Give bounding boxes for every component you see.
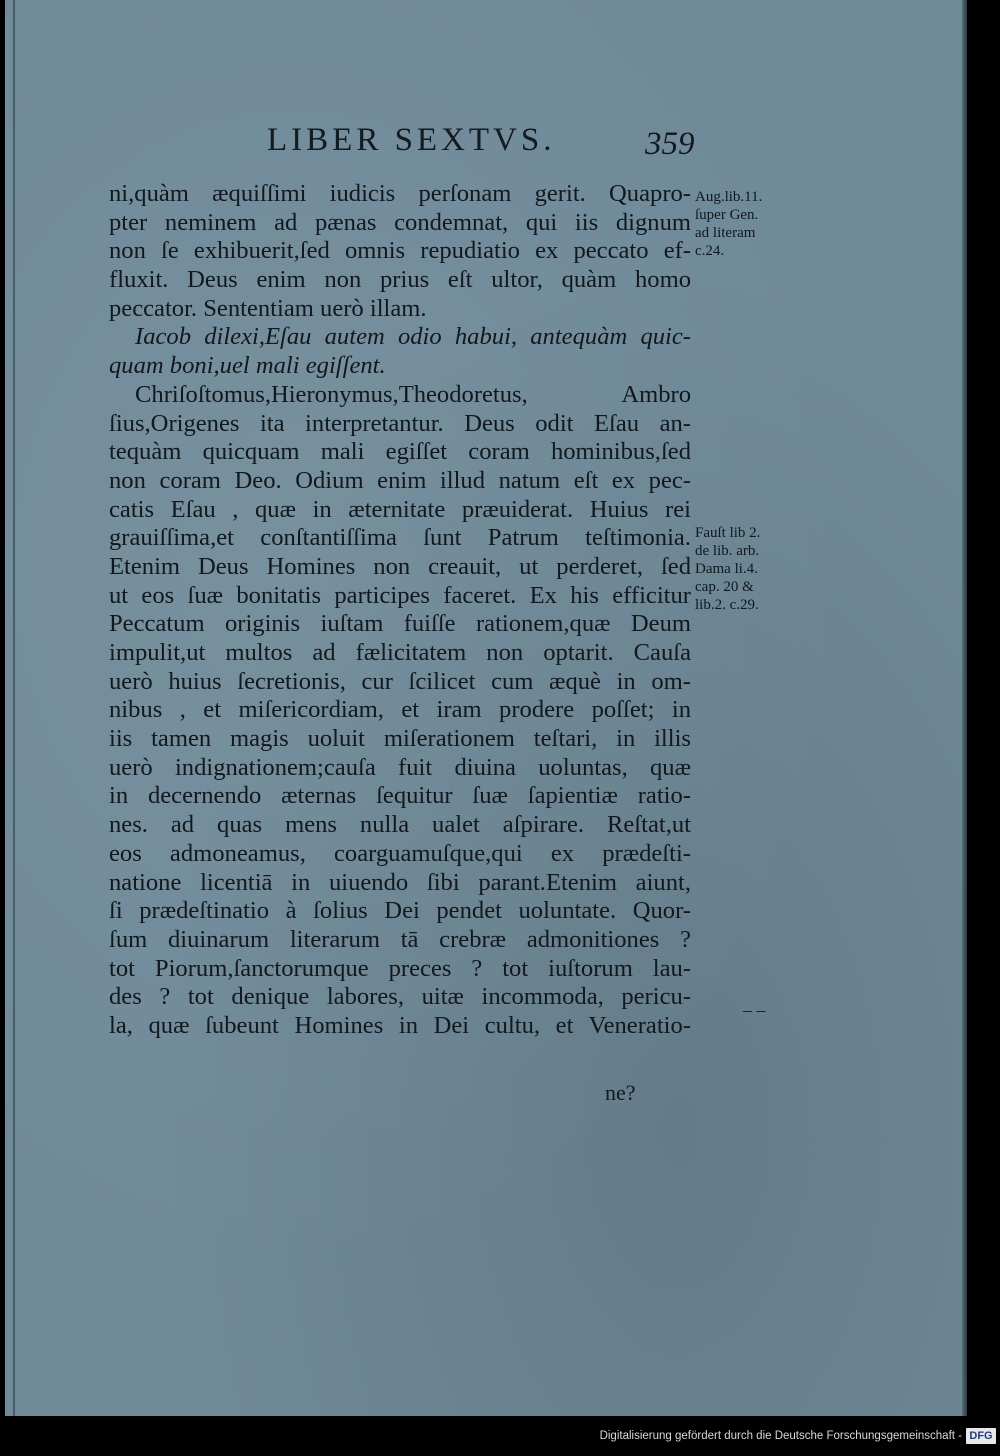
text-line: nibus , et miſericordiam, et iram prodere poſſet; in [109, 696, 691, 724]
margin-note-line: Aug.lib.11. [695, 189, 763, 205]
margin-note-line: de lib. arb. [695, 543, 760, 559]
text-line: non ſe exhibuerit,ſed omnis repudiatio ex peccato ef- [109, 237, 691, 265]
margin-note-line: Fauſt lib 2. [695, 525, 761, 541]
text-line: grauiſſima,et conſtantiſſima ſunt Patrum teſtimonia. [109, 524, 691, 552]
text-line: uerò indignationem;cauſa fuit diuina uoluntas, quæ [109, 753, 691, 781]
margin-note-faustus [695, 524, 805, 614]
text-line: iis tamen magis uoluit miſerationem teſtari, in illis [109, 725, 691, 753]
quotation-line: quam boni,uel mali egiſſent. [109, 352, 386, 380]
text-line: nes. ad quas mens nulla ualet aſpirare. Reſtat,ut [109, 811, 691, 839]
text-line: tot Piorum,ſanctorumque preces ? tot iuſtorum lau- [109, 954, 691, 982]
text-line: tequàm quicquam mali egiſſet coram hominibus,ſed [109, 438, 691, 466]
margin-note-line: c.24. [695, 243, 725, 259]
book-page [5, 0, 967, 1416]
text-line: peccator. Sententiam uerò illam. [109, 294, 427, 322]
text-line: ut eos ſuæ bonitatis participes faceret. Ex his efficitur [109, 581, 691, 609]
text-line: natione licentiā in uiuendo ſibi parant.Etenim aiunt, [109, 868, 691, 896]
body-text [109, 180, 691, 1041]
text-line: Chriſoſtomus,Hieronymus,Theodoretus, Ambro [135, 380, 691, 408]
text-line: ſi prædeſtinatio à ſolius Dei pendet uoluntate. Quor- [109, 897, 691, 925]
text-line: fluxit. Deus enim non prius eſt ultor, quàm homo [109, 266, 691, 294]
text-line: catis Eſau , quæ in æternitate præuiderat. Huius rei [109, 495, 691, 523]
text-line: impulit,ut multos ad fælicitatem non optarit. Cauſa [109, 639, 691, 666]
text-line: ſum diuinarum literarum tā crebræ admonitiones ? [109, 925, 691, 953]
margin-note-augustine [695, 188, 805, 260]
text-line: ſius,Origenes ita interpretantur. Deus odit Eſau an- [109, 409, 691, 437]
text-line: Peccatum originis iuſtam fuiſſe rationem,quæ Deum [109, 610, 691, 638]
funding-credit: Digitalisierung gefördert durch die Deutsche Forschungsgemeinschaft - [599, 1430, 962, 1442]
text-line: non coram Deo. Odium enim illud natum eſt ex pec- [109, 466, 691, 494]
text-line: Etenim Deus Homines non creauit, ut perderet, ſed [109, 552, 691, 580]
page-edge [962, 0, 967, 1416]
gutter-shadow [13, 0, 15, 1416]
margin-note-line: Dama li.4. [695, 561, 758, 577]
margin-note-line: cap. 20 & [695, 579, 754, 595]
text-line: ni,quàm æquiſſimi iudicis perſonam gerit. Quapro- [109, 180, 691, 207]
running-head: LIBER SEXTVS. [267, 122, 556, 158]
text-line: in decernendo æternas ſequitur ſuæ ſapientiæ ratio- [109, 782, 691, 810]
margin-note-line: lib.2. c.29. [695, 597, 759, 613]
text-line: eos admoneamus, coarguamuſque,qui ex prædeſti- [109, 839, 691, 867]
text-line: pter neminem ad pænas condemnat, qui iis dignum [109, 208, 691, 236]
text-line: uerò huius ſecretionis, cur ſcilicet cum æquè in om- [109, 667, 691, 695]
catchword: ne? [605, 1080, 636, 1105]
text-line: la, quæ ſubeunt Homines in Dei cultu, et Veneratio- [109, 1011, 691, 1039]
dfg-logo: DFG [966, 1428, 996, 1444]
margin-dash: – – [743, 1000, 766, 1020]
quotation-line: Iacob dilexi,Eſau autem odio habui, antequàm quic- [135, 323, 691, 351]
footer-bar [0, 1416, 1000, 1456]
margin-note-line: ſuper Gen. [695, 207, 759, 223]
text-line: des ? tot denique labores, uitæ incommoda, pericu- [109, 983, 691, 1011]
page-number: 359 [645, 126, 695, 162]
margin-note-line: ad literam [695, 225, 756, 241]
